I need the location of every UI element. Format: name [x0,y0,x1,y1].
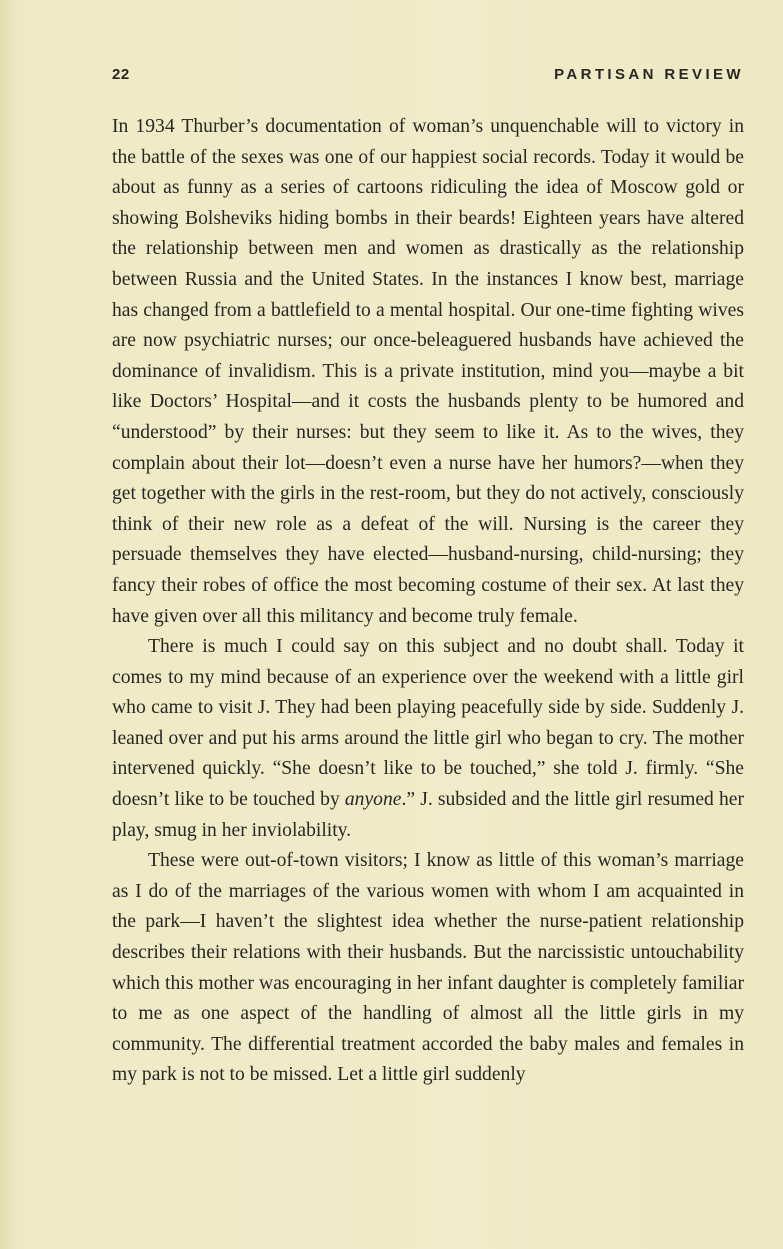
paragraph-3: These were out-of-town visitors; I know as little of this woman’s marriage as I do of the marriages of the various women with whom I am acquainted in the park—I haven’t the slightest idea whether the nurse-patient relationship describes their relations with their husbands. But the narcissistic untouchability which this mother was encouraging in her infant daughter is completely familiar to me as one aspect of the handling of almost all the little girls in my community. The differential treatment accorded the baby males and females in my park is not to be missed. Let a little girl suddenly [112,850,744,1086]
running-head [112,66,744,90]
paragraph-1: In 1934 Thurber’s documentation of woman’s unquenchable will to victory in the battle of the sexes was one of our happiest social records. Today it would be about as funny as a series of cartoons ridiculing the idea of Moscow gold or showing Bolsheviks hiding bombs in their beards! Eighteen years have altered the relationship between men and women as drastically as the relationship between Russia and the United States. In the instances I know best, marriage has changed from a battlefield to a mental hospital. Our one-time fighting wives are now psychiatric nurses; our once-beleaguered husbands have achieved the dominance of invalidism. This is a private institution, mind you—maybe a bit like Doctors’ Hospital—and it costs the husbands plenty to be humored and “understood” by their nurses: but they seem to like it. As to the wives, they complain about their lot—doesn’t even a nurse have her humors?—when they get together with the girls in the rest-room, but they do not actively, consciously think of their new role as a defeat of the will. Nursing is the career they persuade themselves they have elected—husband-nursing, child-nursing; they fancy their robes of office the most becoming costume of their sex. At last they have given over all this militancy and become truly female. [112,116,744,627]
page-number: 22 [112,66,130,83]
body-text [112,112,744,1091]
paragraph-2 [112,632,744,846]
paragraph-2-text-start: There is much I could say on this subject and no doubt shall. Today it comes to my mind because of an experience over the weekend with a little girl who came to visit J. They had been playing peacefully side by side. Suddenly J. leaned over and put his arms around the little girl who began to cry. The mother intervened quickly. “She doesn’t like to be touched,” she told J. firmly. “She doesn’t like to be touched by [112,636,744,811]
paragraph-2-italic-word: anyone [344,789,402,811]
paragraph-2-text-end: .” J. subsided and the little girl resumed her play, smug in her inviolability. [112,789,744,841]
journal-title: PARTISAN REVIEW [554,66,744,83]
